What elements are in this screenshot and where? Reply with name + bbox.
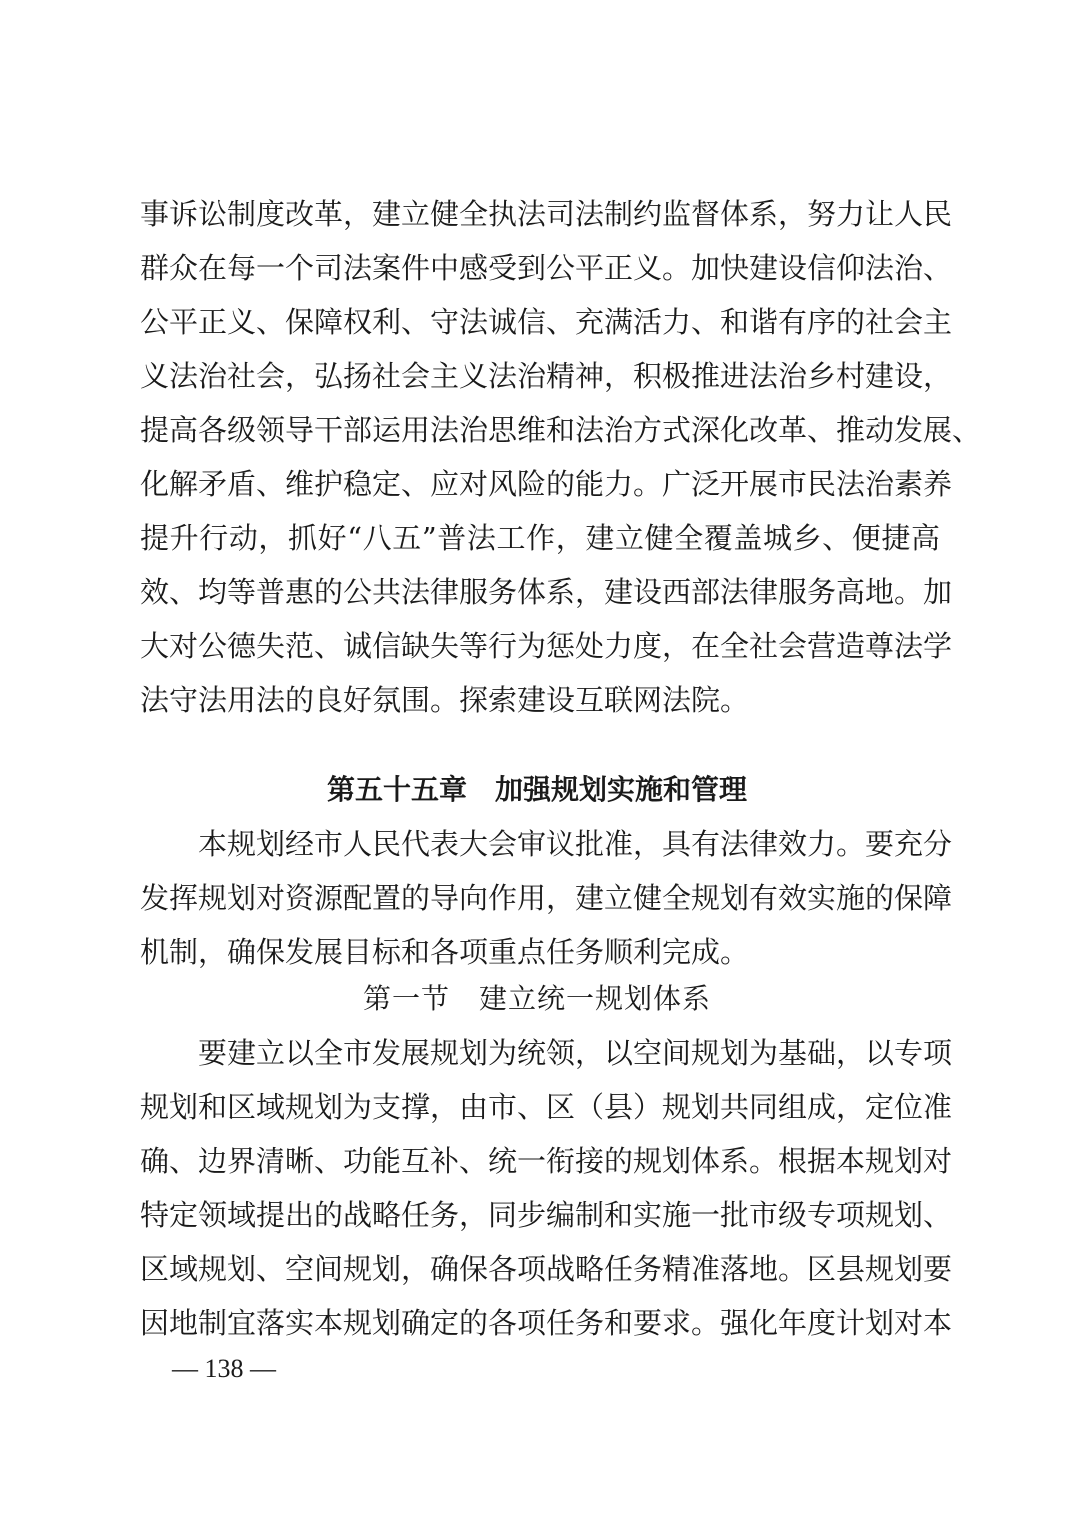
paragraph-line: 规划和区域规划为支撑，由市、区（县）规划共同组成，定位准 [140,1090,953,1124]
paragraph-line: 本规划经市人民代表大会审议批准，具有法律效力。要充分 [198,827,953,861]
paragraph-line: 提升行动，抓好“八五”普法工作，建立健全覆盖城乡、便捷高 [140,521,940,555]
paragraph-line: 机制，确保发展目标和各项重点任务顺利完成。 [140,935,750,969]
paragraph-line: 要建立以全市发展规划为统领，以空间规划为基础，以专项 [198,1036,953,1070]
paragraph-line: 事诉讼制度改革，建立健全执法司法制约监督体系，努力让人民 [140,197,953,231]
paragraph-planning-system [140,1026,953,1350]
paragraph-line: 群众在每一个司法案件中感受到公平正义。加快建设信仰法治、 [140,251,953,285]
paragraph-plan-implementation [140,817,953,979]
paragraph-legal-reform [140,187,982,727]
paragraph-line: 区域规划、空间规划，确保各项战略任务精准落地。区县规划要 [140,1252,953,1286]
paragraph-line: 义法治社会，弘扬社会主义法治精神，积极推进法治乡村建设， [140,359,953,393]
paragraph-line: 特定领域提出的战略任务，同步编制和实施一批市级专项规划、 [140,1198,953,1232]
paragraph-line: 因地制宜落实本规划确定的各项任务和要求。强化年度计划对本 [140,1306,953,1340]
paragraph-line: 提高各级领导干部运用法治思维和法治方式深化改革、推动发展、 [140,413,982,447]
paragraph-line: 确、边界清晰、功能互补、统一衔接的规划体系。根据本规划对 [140,1144,953,1178]
paragraph-line: 化解矛盾、维护稳定、应对风险的能力。广泛开展市民法治素养 [140,467,953,501]
page-number: — 138 — [172,1354,276,1383]
paragraph-line: 发挥规划对资源配置的导向作用，建立健全规划有效实施的保障 [140,881,953,915]
paragraph-line: 公平正义、保障权利、守法诚信、充满活力、和谐有序的社会主 [140,305,953,339]
paragraph-line: 大对公德失范、诚信缺失等行为惩处力度，在全社会营造尊法学 [140,629,953,663]
section-title: 第一节 建立统一规划体系 [362,982,711,1015]
chapter-title: 第五十五章 加强规划实施和管理 [326,773,747,806]
paragraph-line: 效、均等普惠的公共法律服务体系，建设西部法律服务高地。加 [140,575,953,609]
paragraph-line: 法守法用法的良好氛围。探索建设互联网法院。 [140,683,750,717]
